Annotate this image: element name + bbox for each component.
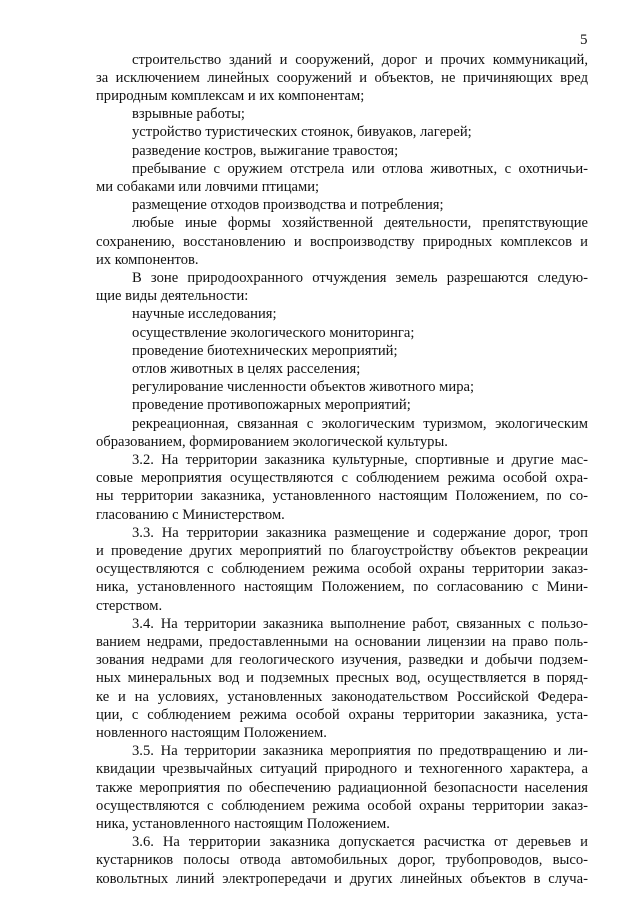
- text-line: научные исследования;: [132, 306, 277, 323]
- text-line: взрывные работы;: [132, 106, 245, 123]
- text-line: природным комплексам и их компонентам;: [96, 87, 365, 104]
- text-line: размещение отходов производства и потребления;: [132, 197, 444, 214]
- text-line: разведение костров, выжигание травостоя;: [132, 142, 399, 159]
- text-line: 3.5. На территории заказника мероприятия по предотвращению и ли-: [132, 743, 588, 760]
- text-line: совые мероприятия осуществляются с соблюдением режима особой охра-: [96, 470, 588, 487]
- text-line: регулирование численности объектов животного мира;: [132, 379, 475, 396]
- text-line: ника, установленного настоящим Положением.: [96, 815, 390, 832]
- text-line: образованием, формированием экологической культуры.: [96, 433, 448, 450]
- text-line: отлов животных в целях расселения;: [132, 360, 361, 377]
- text-line: 3.3. На территории заказника размещение и содержание дорог, троп: [132, 524, 588, 541]
- text-line: рекреационная, связанная с экологическим туризмом, экологическим: [132, 415, 588, 432]
- text-line: гласованию с Министерством.: [96, 506, 285, 523]
- text-line: строительство зданий и сооружений, дорог и прочих коммуникаций,: [132, 51, 588, 68]
- text-line: 3.4. На территории заказника выполнение работ, связанных с пользо-: [132, 615, 588, 632]
- text-line: ника, установленного настоящим Положением, по согласованию с Мини-: [96, 579, 588, 596]
- text-line: В зоне природоохранного отчуждения земель разрешаются следую-: [132, 269, 588, 286]
- text-line: их компонентов.: [96, 251, 199, 268]
- text-line: ны территории заказника, установленного настоящим Положением, по со-: [96, 488, 588, 505]
- text-line: устройство туристических стоянок, бивуаков, лагерей;: [132, 124, 472, 141]
- text-line: ных минеральных вод и подземных пресных вод, осуществляется в поряд-: [96, 670, 588, 687]
- page-number: 5: [580, 32, 588, 48]
- text-line: осуществление экологического мониторинга;: [132, 324, 415, 341]
- text-line: проведение биотехнических мероприятий;: [132, 342, 398, 359]
- text-line: 3.2. На территории заказника культурные, спортивные и другие мас-: [132, 451, 588, 468]
- text-line: и проведение других мероприятий по благоустройству объектов рекреации: [96, 542, 588, 559]
- text-line: ции, с соблюдением режима особой охраны территории заказника, уста-: [96, 706, 588, 723]
- text-line: ванием недрами, предоставленными на основании лицензии на право поль-: [96, 633, 588, 650]
- text-line: кустарников полосы отвода автомобильных дорог, трубопроводов, высо-: [96, 852, 588, 869]
- text-line: стерством.: [96, 597, 163, 614]
- text-line: осуществляются с соблюдением режима особой охраны территории заказ-: [96, 561, 588, 578]
- text-line: 3.6. На территории заказника допускается расчистка от деревьев и: [132, 834, 588, 851]
- text-line: новленного настоящим Положением.: [96, 724, 327, 741]
- text-line: также мероприятия по обеспечению радиационной безопасности населения: [96, 779, 588, 796]
- text-line: зования недрами для геологического изучения, разведки и добычи подзем-: [96, 652, 588, 669]
- text-line: ковольтных линий электропередачи и других линейных объектов в случа-: [96, 870, 588, 887]
- text-line: за исключением линейных сооружений и объектов, не причиняющих вред: [96, 69, 588, 86]
- text-line: проведение противопожарных мероприятий;: [132, 397, 411, 414]
- text-line: ми собаками или ловчими птицами;: [96, 178, 320, 195]
- text-line: сохранению, восстановлению и воспроизводству природных комплексов и: [96, 233, 588, 250]
- text-line: любые иные формы хозяйственной деятельности, препятствующие: [132, 215, 588, 232]
- text-line: ке и на условиях, установленных законодательством Российской Федера-: [96, 688, 588, 705]
- text-line: осуществляются с соблюдением режима особой охраны территории заказ-: [96, 797, 588, 814]
- text-line: пребывание с оружием отстрела или отлова животных, с охотничьи-: [132, 160, 588, 177]
- text-line: щие виды деятельности:: [96, 288, 249, 305]
- text-line: квидации чрезвычайных ситуаций природного и техногенного характера, а: [96, 761, 588, 778]
